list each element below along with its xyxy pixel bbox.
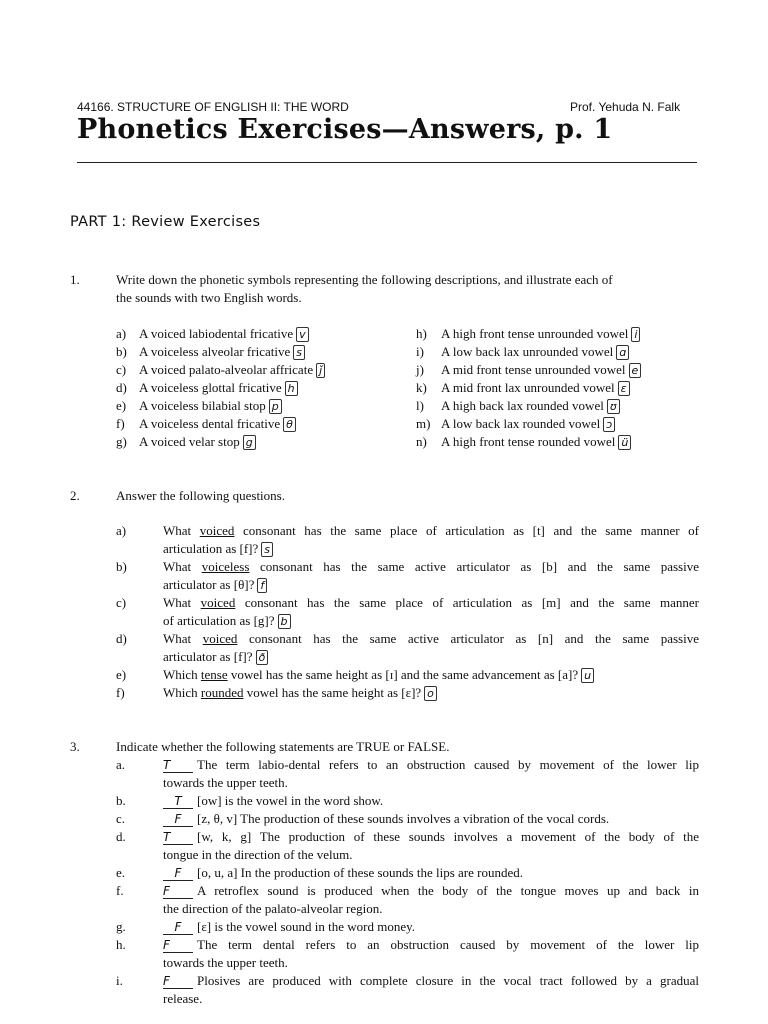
answer-symbol: ð	[256, 650, 269, 665]
item-text: A voiceless alveolar fricative	[139, 344, 291, 359]
item-row	[139, 361, 325, 380]
item-label: h)	[416, 326, 427, 341]
item-text: A low back lax unrounded vowel	[441, 344, 614, 359]
question-number: 3.	[70, 739, 80, 754]
answer-symbol: u	[581, 668, 594, 683]
item-text: A high back lax rounded vowel	[441, 398, 604, 413]
item-text	[163, 558, 699, 576]
item-text: A voiceless dental fricative	[139, 416, 281, 431]
answer-symbol: f	[257, 578, 267, 593]
item-label: f)	[116, 685, 125, 700]
item-post: vowel has the same height as [ɪ] and the same advancement as [a]?	[227, 667, 579, 682]
professor-name: Prof. Yehuda N. Falk	[570, 100, 681, 114]
item-pre: What	[163, 595, 201, 610]
answer-blank: F	[163, 921, 193, 935]
statement-text: The term labio-dental refers to an obstruction caused by movement of the lower lip	[197, 757, 699, 772]
answer-blank: T	[163, 759, 193, 773]
item-label: a)	[116, 523, 127, 538]
statement-text: The term dental refers to an obstruction caused by movement of the lower lip	[197, 937, 699, 952]
item-line2: of articulation as [g]?	[163, 613, 275, 628]
item-label: d)	[116, 380, 127, 395]
item-text: A voiced palato-alveolar affricate	[139, 362, 314, 377]
answer-symbol: g	[243, 435, 256, 450]
item-text	[163, 792, 699, 810]
item-text: A high front tense rounded vowel	[441, 434, 616, 449]
item-text: A voiceless glottal fricative	[139, 380, 282, 395]
answer-symbol: s	[293, 345, 305, 360]
item-label: j)	[416, 362, 424, 377]
item-row	[139, 415, 296, 434]
item-text: A voiceless bilabial stop	[139, 398, 266, 413]
item-pre: What	[163, 631, 203, 646]
item-pre: Which	[163, 667, 201, 682]
item-label: g)	[116, 434, 127, 449]
course-title: 44166. STRUCTURE OF ENGLISH II: THE WORD	[77, 100, 349, 114]
item-text	[163, 540, 273, 559]
underlined-word: tense	[200, 667, 228, 682]
answer-blank: T	[163, 795, 193, 809]
item-row	[441, 433, 631, 452]
item-label: n)	[416, 434, 427, 449]
statement-text: towards the upper teeth.	[163, 775, 288, 790]
underlined-word: voiceless	[201, 559, 250, 574]
underlined-word: voiced	[202, 631, 238, 646]
item-row	[139, 397, 282, 416]
answer-symbol: ʊ	[607, 399, 620, 414]
item-label: i)	[416, 344, 424, 359]
answer-symbol: h	[285, 381, 298, 396]
answer-symbol: ɑ	[616, 345, 629, 360]
item-text	[163, 648, 268, 667]
statement-text: [ow] is the vowel in the word show.	[197, 793, 384, 808]
statement-text: [z, θ, v] The production of these sounds involves a vibration of the vocal cords.	[197, 811, 610, 826]
item-label: b.	[116, 793, 126, 808]
statement-text: Plosives are produced with complete closure in the vocal tract followed by a gradual	[197, 973, 699, 988]
item-label: c)	[116, 595, 127, 610]
item-post: consonant has the same active articulator as [b] and the same passive	[249, 559, 700, 574]
item-label: m)	[416, 416, 431, 431]
statement-text: the direction of the palato-alveolar region.	[163, 901, 383, 916]
part-heading: PART 1: Review Exercises	[70, 214, 261, 230]
item-label: l)	[416, 398, 424, 413]
answer-blank: F	[163, 885, 193, 899]
item-label: d)	[116, 631, 127, 646]
item-row	[139, 433, 256, 452]
underlined-word: voiced	[199, 523, 235, 538]
item-text	[163, 576, 267, 595]
item-row	[441, 343, 629, 362]
item-text: A voiced labiodental fricative	[139, 326, 294, 341]
underlined-word: rounded	[200, 685, 244, 700]
item-text: A mid front lax unrounded vowel	[441, 380, 615, 395]
answer-blank: F	[163, 813, 193, 827]
question-text: Indicate whether the following statements are TRUE or FALSE.	[116, 739, 450, 754]
item-text	[163, 612, 291, 631]
statement-text: release.	[163, 991, 203, 1006]
item-label: b)	[116, 559, 127, 574]
question-text: Answer the following questions.	[116, 488, 285, 503]
underlined-word: voiced	[200, 595, 236, 610]
question-text: the sounds with two English words.	[116, 290, 302, 305]
item-line2: articulator as [θ]?	[163, 577, 255, 592]
item-text	[163, 936, 699, 954]
statement-text: [o, u, a] In the production of these sounds the lips are rounded.	[197, 865, 524, 880]
item-label: g.	[116, 919, 126, 934]
item-label: f)	[116, 416, 125, 431]
item-line2: articulation as [f]?	[163, 541, 259, 556]
statement-text: [w, k, g] The production of these sounds involves a movement of the body of the	[197, 829, 699, 844]
item-text: A voiced velar stop	[139, 434, 240, 449]
answer-symbol: ǰ	[316, 363, 325, 378]
item-row	[441, 397, 620, 416]
item-label: c.	[116, 811, 126, 826]
item-label: c)	[116, 362, 127, 377]
item-label: i.	[116, 973, 123, 988]
item-row	[441, 415, 615, 434]
item-text	[163, 810, 699, 828]
item-text	[163, 882, 699, 900]
item-label: e)	[116, 398, 127, 413]
item-pre: Which	[163, 685, 201, 700]
answer-symbol: i	[631, 327, 640, 342]
item-post: consonant has the same active articulator as [n] and the same passive	[237, 631, 700, 646]
item-post: consonant has the same place of articulation as [t] and the same manner of	[234, 523, 699, 538]
item-post: consonant has the same place of articulation as [m] and the same manner	[235, 595, 699, 610]
question-number: 2.	[70, 488, 80, 503]
item-row	[139, 379, 298, 398]
answer-symbol: s	[261, 542, 273, 557]
question-number: 1.	[70, 272, 80, 287]
answer-symbol: v	[296, 327, 309, 342]
answer-blank: F	[163, 975, 193, 989]
item-text	[163, 522, 699, 540]
answer-blank: F	[163, 939, 193, 953]
answer-symbol: o	[424, 686, 437, 701]
item-label: e)	[116, 667, 127, 682]
item-row	[441, 325, 640, 344]
item-row	[441, 379, 630, 398]
item-text	[163, 594, 699, 612]
item-row	[139, 343, 305, 362]
item-label: e.	[116, 865, 126, 880]
item-pre: What	[163, 559, 202, 574]
answer-symbol: ü	[618, 435, 631, 450]
item-text: A high front tense unrounded vowel	[441, 326, 629, 341]
item-text	[163, 756, 699, 774]
statement-text: A retroflex sound is produced when the body of the tongue moves up and back in	[197, 883, 699, 898]
item-text	[163, 972, 699, 990]
item-label: a.	[116, 757, 126, 772]
answer-symbol: e	[629, 363, 642, 378]
item-label: k)	[416, 380, 427, 395]
question-text: Write down the phonetic symbols representing the following descriptions, and illustrate each of	[116, 272, 613, 287]
item-text: A low back lax rounded vowel	[441, 416, 601, 431]
statement-text: [ɛ] is the vowel sound in the word money.	[197, 919, 415, 934]
answer-symbol: ɔ	[603, 417, 615, 432]
answer-symbol: b	[278, 614, 291, 629]
item-row	[441, 361, 641, 380]
answer-blank: T	[163, 831, 193, 845]
item-label: d.	[116, 829, 126, 844]
item-text	[163, 630, 699, 648]
answer-blank: F	[163, 867, 193, 881]
item-label: f.	[116, 883, 124, 898]
item-text	[163, 864, 699, 882]
item-text	[163, 918, 699, 936]
item-label: h.	[116, 937, 126, 952]
title-divider	[77, 162, 697, 163]
answer-symbol: θ	[283, 417, 296, 432]
item-pre: What	[163, 523, 200, 538]
item-line2: articulator as [f]?	[163, 649, 253, 664]
page-title: Phonetics Exercises—Answers, p. 1	[77, 114, 613, 145]
item-text	[163, 666, 699, 685]
item-text	[163, 828, 699, 846]
statement-text: towards the upper teeth.	[163, 955, 288, 970]
item-post: vowel has the same height as [ɛ]?	[243, 685, 422, 700]
item-label: b)	[116, 344, 127, 359]
answer-symbol: p	[269, 399, 282, 414]
item-row	[139, 325, 309, 344]
item-label: a)	[116, 326, 127, 341]
answer-symbol: ɛ	[618, 381, 630, 396]
item-text: A mid front tense unrounded vowel	[441, 362, 626, 377]
item-text	[163, 684, 699, 703]
statement-text: tongue in the direction of the velum.	[163, 847, 353, 862]
